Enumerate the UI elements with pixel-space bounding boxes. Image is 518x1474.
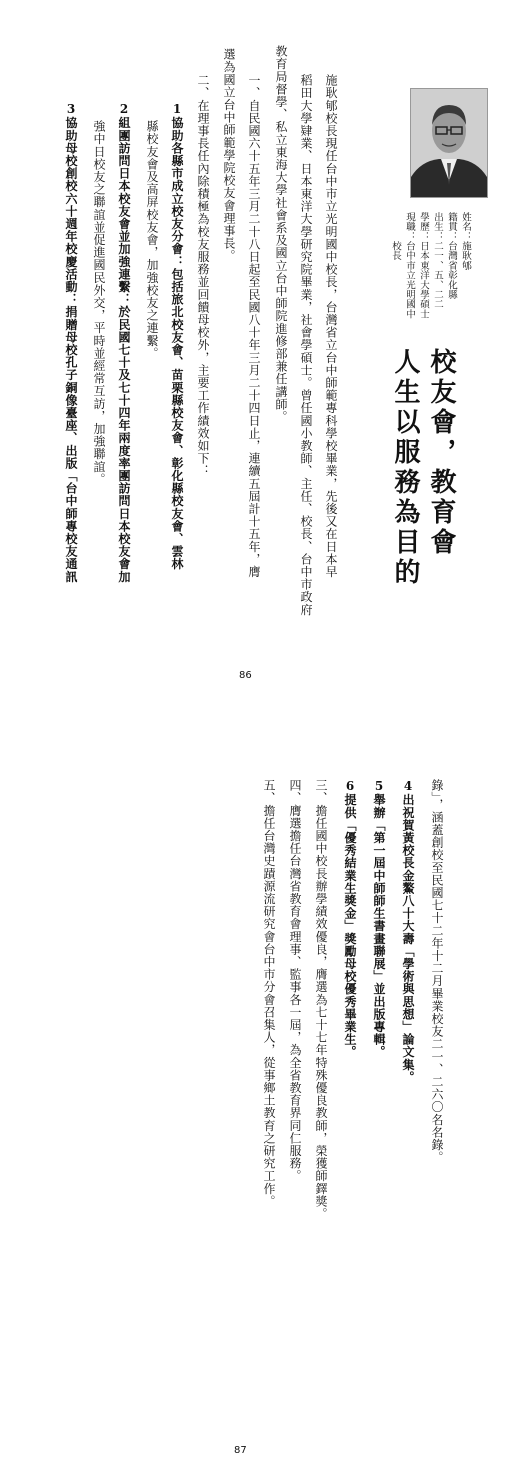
body-column-1: 施耿郇校長現任台中市立光明國中校長，台灣省立台中師範專科學校畢業，先後又在日本早 bbox=[324, 74, 338, 578]
body-column-6: 二、在理事長任內除積極為校友服務並回饋母校外，主要工作績效如下： bbox=[196, 74, 210, 478]
body-column-17: 四、膺選擔任台灣省教育會理事、監事各一屆，為全省教育界同仁服務。 bbox=[288, 779, 302, 1183]
body-column-14: 5舉辦「第一屆中師師生書畫聯展」並出版專輯。 bbox=[372, 779, 386, 1059]
body-column-7: 1協助各縣市成立校友分會：包括旅北校友會、苗栗縣校友會、彰化縣校友會、雲林 bbox=[170, 102, 184, 571]
page-number: 87 bbox=[234, 1445, 247, 1456]
profile-hometown: 籍貫：台灣省彰化縣 bbox=[446, 212, 457, 300]
body-column-11: 3協助母校創校六十週年校慶活動：捐贈母校孔子銅像臺座、出版「台中師專校友通訊 bbox=[64, 102, 78, 583]
profile-education: 學歷：日本東洋大學碩士 bbox=[418, 212, 429, 319]
body-column-18: 五、擔任台灣史蹟源流研究會台中市分會召集人，從事鄉土教育之研究工作。 bbox=[262, 779, 276, 1208]
body-column-10: 強中日校友之聯誼並促進國民外交，平時並經常互訪，加強聯誼。 bbox=[92, 120, 106, 486]
page-86 bbox=[0, 0, 518, 690]
body-column-2: 稻田大學肄業、日本東洋大學研究院畢業，社會學碩士。曾任國小教師、主任、校長、台中市政府 bbox=[299, 74, 313, 616]
profile-name: 姓名：施耿郇 bbox=[460, 212, 471, 271]
body-column-13: 4出祝賀黃校長金鰲八十大壽「學術與思想」論文集。 bbox=[401, 779, 415, 1084]
page-number: 86 bbox=[239, 670, 252, 681]
body-column-8: 縣校友會及高屏校友會，加強校友之連繫。 bbox=[145, 120, 159, 360]
page-87 bbox=[0, 705, 518, 1474]
portrait-photo bbox=[410, 88, 488, 198]
body-column-4: 一、自民國六十五年三月二十八日起至民國八十年三月二十四日止，連續五屆計十五年，膺 bbox=[247, 74, 261, 578]
body-column-3: 教育局督學、私立東海大學社會系及國立台中師院進修部兼任講師。 bbox=[274, 45, 288, 423]
article-title-line-2: 人生以服務為目的 bbox=[390, 348, 420, 588]
body-column-12: 錄」，涵蓋創校至民國七十二年十二月畢業校友二一、二六〇名名錄。 bbox=[430, 779, 444, 1164]
profile-position: 現職：台中市立光明國中 bbox=[404, 212, 415, 319]
body-column-15: 6提供「優秀結業生獎金」獎勵母校優秀畢業生。 bbox=[343, 779, 357, 1059]
article-title-line-1: 校友會，教育會 bbox=[426, 348, 456, 558]
body-column-16: 三、擔任國中校長辦學績效優良，膺選為七十七年特殊優良教師，榮獲師鐸獎。 bbox=[314, 779, 328, 1220]
profile-position-cont: 校長 bbox=[390, 212, 401, 261]
body-column-9: 2組團訪問日本校友會並加強連繫：於民國七十及七十四年兩度率團訪問日本校友會加 bbox=[117, 102, 131, 583]
body-column-5: 選為國立台中師範學院校友會理事長。 bbox=[222, 48, 236, 263]
profile-birth: 出生：二一、五、二二 bbox=[432, 212, 443, 309]
